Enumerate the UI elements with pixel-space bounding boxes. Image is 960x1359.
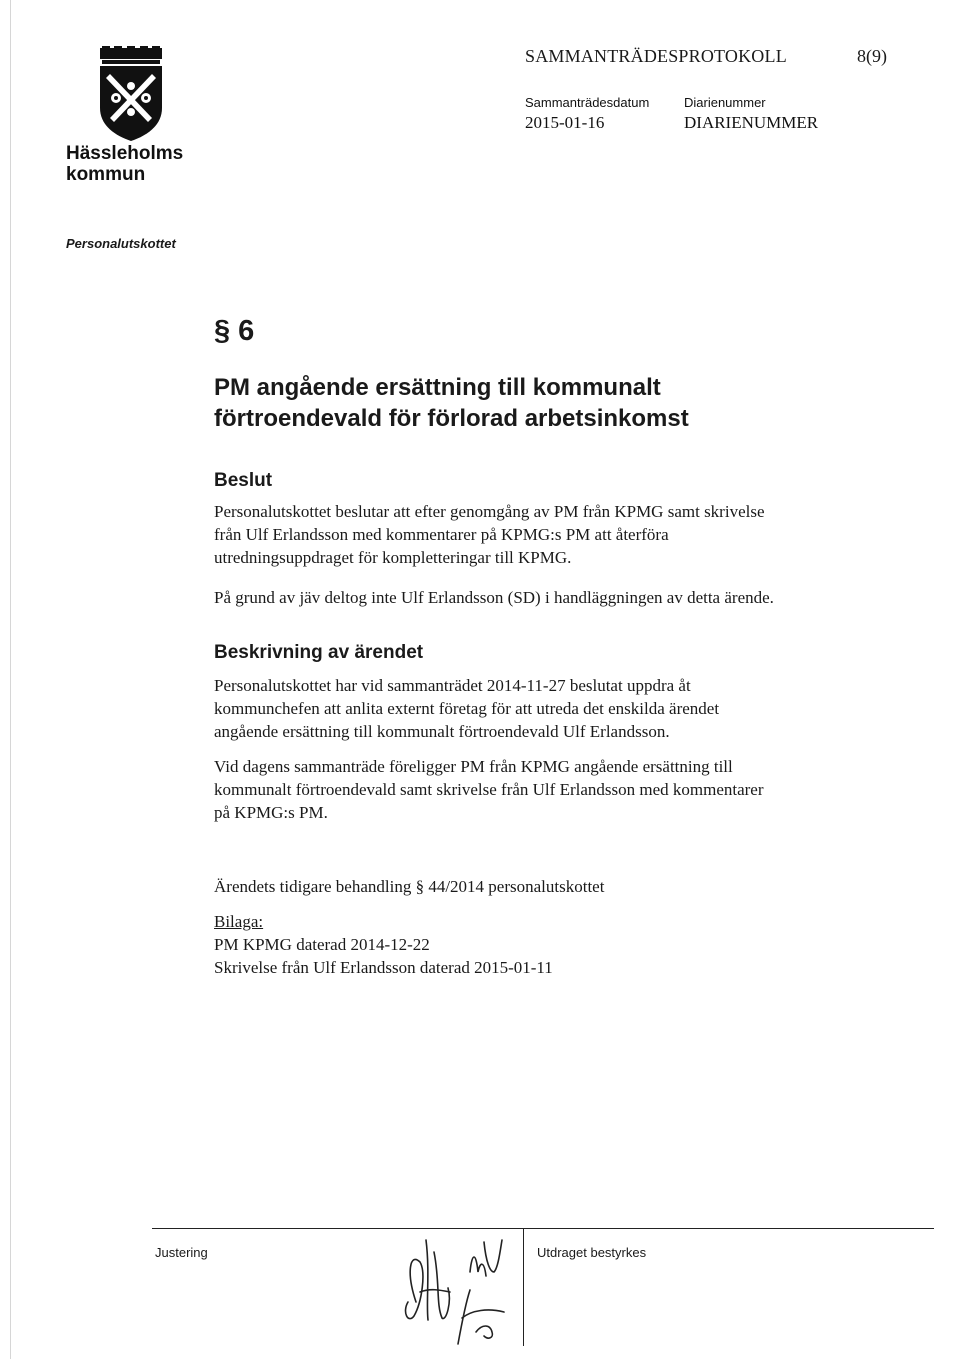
signature-initials: [396, 1232, 526, 1352]
beskrivning-p1-line1: Personalutskottet har vid sammanträdet 2014-11-27 beslutat uppdra åt: [214, 676, 691, 695]
beslut-line1: Personalutskottet beslutar att efter genomgång av PM från KPMG samt skrivelse: [214, 502, 765, 521]
beslut-line2: från Ulf Erlandsson med kommentarer på KPMG:s PM att återföra: [214, 525, 669, 544]
beskrivning-heading: Beskrivning av ärendet: [214, 642, 424, 663]
beskrivning-p2-line2: kommunalt förtroendevald samt skrivelse från Ulf Erlandsson med kommentarer: [214, 780, 764, 799]
title-line2: förtroendevald för förlorad arbetsinkomst: [214, 405, 689, 432]
diarie-label: Diarienummer: [684, 95, 766, 110]
attachments: [214, 910, 854, 979]
footer-divider: [152, 1228, 934, 1229]
date-label: Sammanträdesdatum: [525, 95, 650, 110]
beskrivning-p2-line3: på KPMG:s PM.: [214, 803, 328, 822]
title-line1: PM angående ersättning till kommunalt: [214, 374, 661, 401]
date-value: 2015-01-16: [525, 113, 605, 132]
previous-handling: Ärendets tidigare behandling § 44/2014 personalutskottet: [214, 877, 605, 896]
paragraph-number: § 6: [214, 315, 255, 347]
organization-name: [66, 143, 183, 185]
bilaga-item-1: PM KPMG daterad 2014-12-22: [214, 935, 430, 954]
jav-text: På grund av jäv deltog inte Ulf Erlandsson (SD) i handläggningen av detta ärende.: [214, 588, 774, 607]
beslut-line3: utredningsuppdraget för kompletteringar till KPMG.: [214, 548, 572, 567]
diarie-value: DIARIENUMMER: [684, 113, 819, 132]
scan-edge-line: [10, 0, 11, 1359]
document-type: SAMMANTRÄDESPROTOKOLL: [525, 46, 787, 66]
beskrivning-p1-line2: kommunchefen att anlita externt företag för att utreda det enskilda ärendet: [214, 699, 720, 718]
bilaga-item-2: Skrivelse från Ulf Erlandsson daterad 2015-01-11: [214, 958, 553, 977]
committee-name: Personalutskottet: [66, 236, 176, 251]
coat-of-arms-logo: [96, 46, 166, 142]
page-number: 8(9): [857, 46, 887, 66]
utdrag-label: Utdraget bestyrkes: [537, 1245, 647, 1260]
beslut-text: [214, 500, 854, 569]
beskrivning-paragraph-2: [214, 755, 854, 824]
beskrivning-p2-line1: Vid dagens sammanträde föreligger PM från KPMG angående ersättning till: [214, 757, 733, 776]
page-title: [214, 372, 814, 434]
organization-name-line1: Hässleholms: [66, 143, 184, 164]
beskrivning-paragraph-1: [214, 674, 854, 743]
justering-label: Justering: [155, 1245, 208, 1260]
beskrivning-p1-line3: angående ersättning till kommunalt förtroendevald Ulf Erlandsson.: [214, 722, 670, 741]
beslut-heading: Beslut: [214, 470, 273, 491]
organization-name-line2: kommun: [66, 164, 146, 185]
bilaga-label: Bilaga:: [214, 912, 264, 931]
